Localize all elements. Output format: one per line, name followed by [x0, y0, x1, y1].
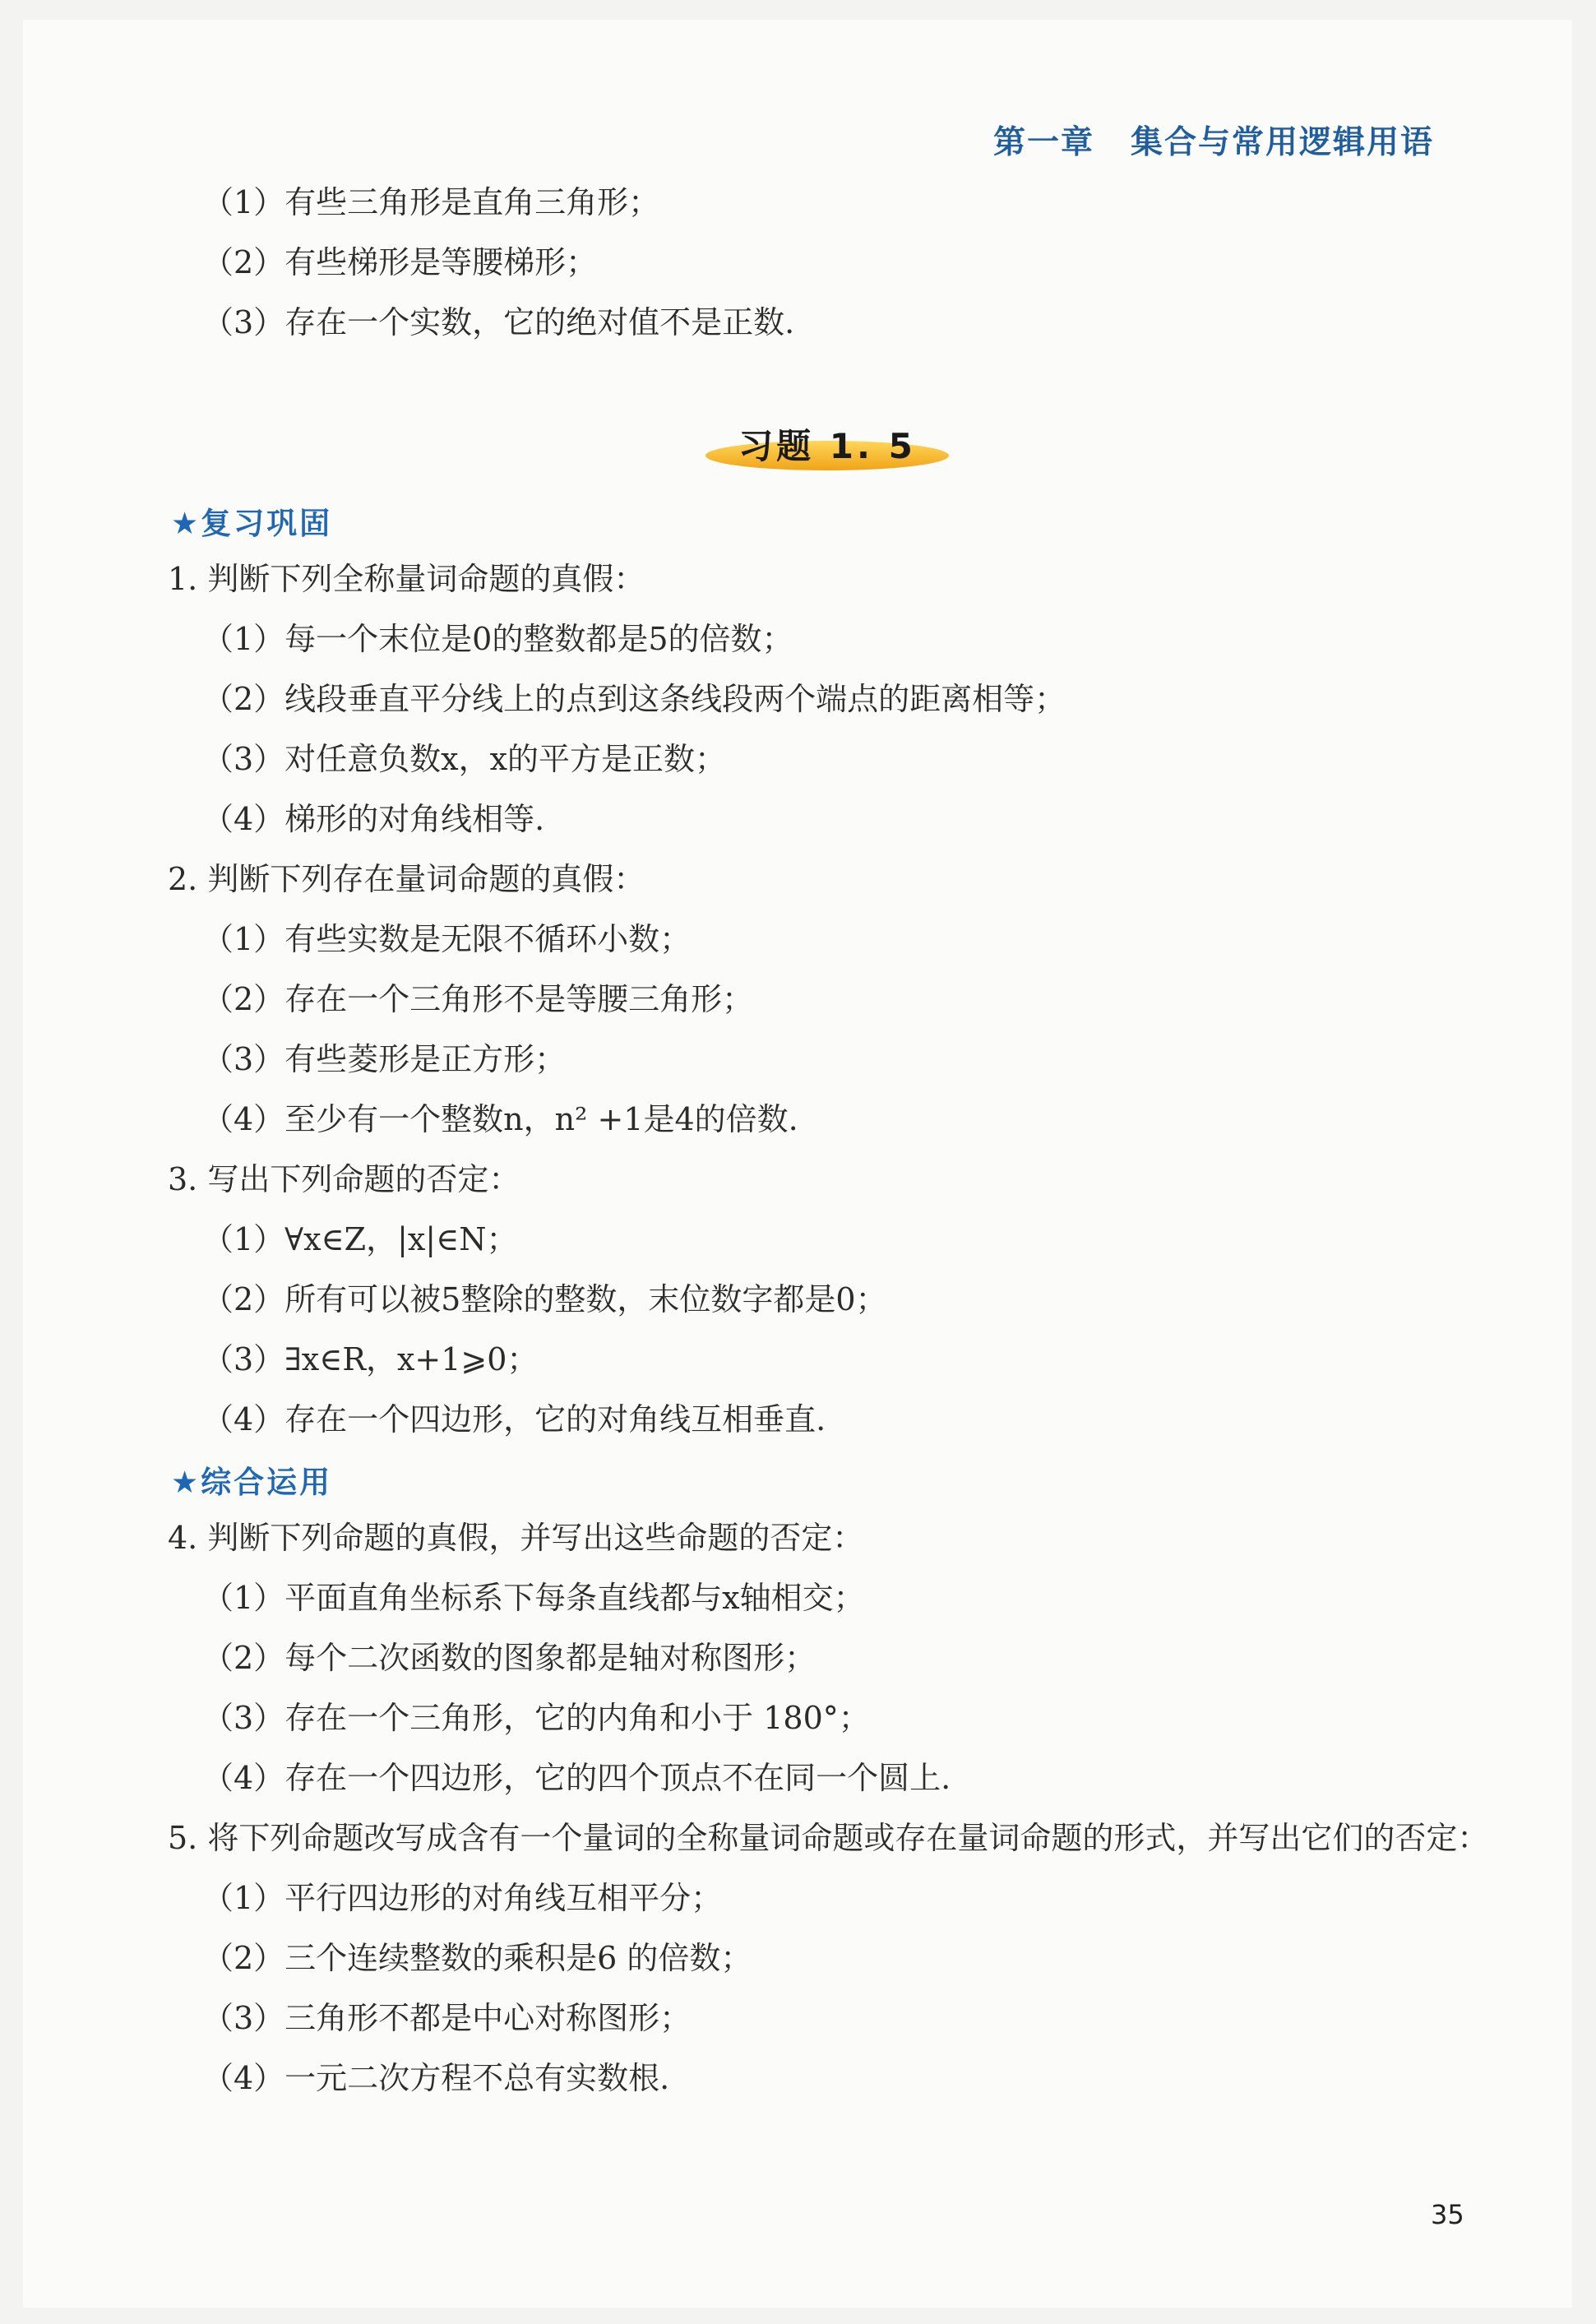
section-applications: ★综合运用 — [171, 1465, 333, 1500]
question-3-item: （2）所有可以被5整除的整数，末位数字都是0； — [202, 1281, 887, 1317]
question-2-item: （3）有些菱形是正方形； — [202, 1041, 567, 1077]
question-1-item: （2）线段垂直平分线上的点到这条线段两个端点的距离相等； — [202, 681, 1066, 717]
question-4-item: （4）存在一个四边形，它的四个顶点不在同一个圆上. — [202, 1760, 951, 1796]
question-4-item: （1）平面直角坐标系下每条直线都与x轴相交； — [202, 1580, 865, 1616]
question-4: 4. 判断下列命题的真假，并写出这些命题的否定： — [168, 1520, 864, 1556]
question-2-item: （2）存在一个三角形不是等腰三角形； — [202, 981, 754, 1017]
question-2-item: （1）有些实数是无限不循环小数； — [202, 921, 692, 957]
section-review: ★复习巩固 — [171, 506, 333, 541]
question-3-item: （4）存在一个四边形，它的对角线互相垂直. — [202, 1401, 826, 1437]
chapter-title: 集合与常用逻辑用语 — [1130, 124, 1434, 161]
chapter-header — [993, 117, 1434, 163]
exercise-title: 习题 1. 5 — [738, 426, 916, 466]
question-4-item: （3）存在一个三角形，它的内角和小于 180°； — [202, 1700, 870, 1736]
question-1: 1. 判断下列全称量词命题的真假： — [168, 561, 645, 597]
question-3: 3. 写出下列命题的否定： — [168, 1161, 520, 1197]
question-5-item: （3）三角形不都是中心对称图形； — [202, 2000, 692, 2036]
top-item: （1）有些三角形是直角三角形； — [202, 184, 660, 220]
question-5-item: （4）一元二次方程不总有实数根. — [202, 2060, 670, 2096]
exercise-badge — [704, 418, 951, 477]
question-3-item: （3）∃x∈R，x+1⩾0； — [202, 1341, 539, 1377]
question-2-item: （4）至少有一个整数n，n² +1是4的倍数. — [202, 1101, 798, 1137]
textbook-page — [23, 20, 1572, 2308]
question-5-item: （2）三个连续整数的乘积是6 的倍数； — [202, 1940, 752, 1976]
top-item: （3）存在一个实数，它的绝对值不是正数. — [202, 304, 795, 340]
top-item: （2）有些梯形是等腰梯形； — [202, 244, 598, 280]
page-number: 35 — [1431, 2199, 1464, 2230]
question-1-item: （4）梯形的对角线相等. — [202, 801, 545, 837]
question-4-item: （2）每个二次函数的图象都是轴对称图形； — [202, 1640, 817, 1676]
question-1-item: （3）对任意负数x，x的平方是正数； — [202, 741, 727, 777]
question-3-item: （1）∀x∈Z，|x|∈N； — [202, 1221, 518, 1257]
question-5: 5. 将下列命题改写成含有一个量词的全称量词命题或存在量词命题的形式，并写出它们的否定： — [168, 1820, 1489, 1856]
chapter-number: 第一章 — [992, 124, 1094, 161]
question-1-item: （1）每一个末位是0的整数都是5的倍数； — [202, 621, 793, 657]
question-2: 2. 判断下列存在量词命题的真假： — [168, 861, 645, 897]
question-5-item: （1）平行四边形的对角线互相平分； — [202, 1880, 723, 1916]
